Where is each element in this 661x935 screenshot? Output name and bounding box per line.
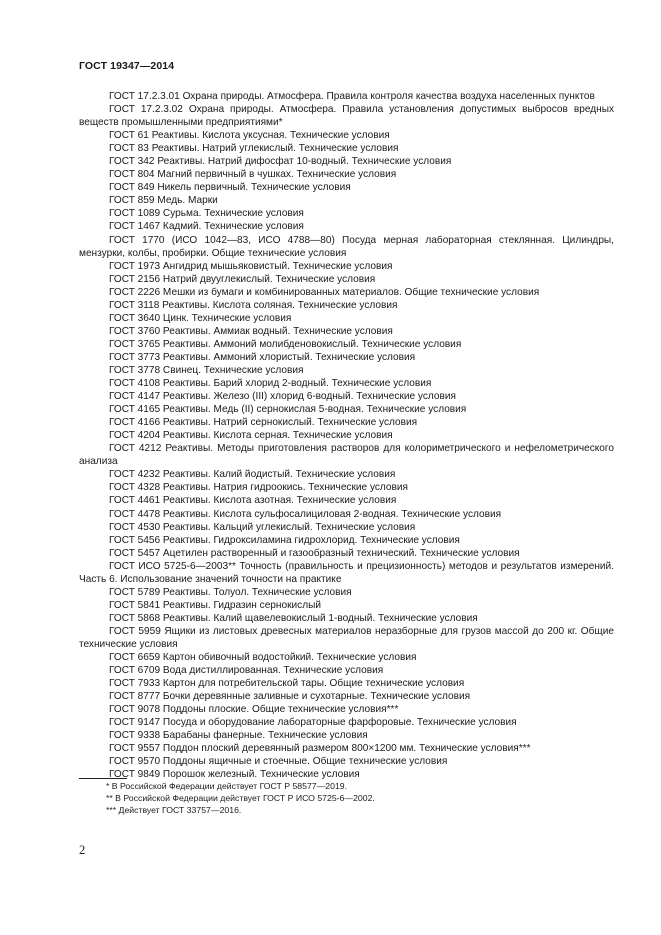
reference-item: ГОСТ 4166 Реактивы. Натрий сернокислый. Технические условия: [109, 417, 418, 429]
reference-item: ГОСТ 9147 Посуда и оборудование лабораторные фарфоровые. Технические условия: [109, 717, 517, 729]
reference-item: ГОСТ 2156 Натрий двууглекислый. Технические условия: [109, 273, 376, 285]
reference-item: ГОСТ 342 Реактивы. Натрий дифосфат 10-водный. Технические условия: [109, 156, 452, 168]
reference-item: ГОСТ 17.2.3.02 Охрана природы. Атмосфера. Правила установления допустимых выбросов вредных веществ промышленными предприятиями*: [79, 104, 614, 129]
reference-item: ГОСТ 4328 Реактивы. Натрия гидроокись. Технические условия: [109, 482, 409, 494]
reference-item: ГОСТ 6659 Картон обивочный водостойкий. Технические условия: [109, 652, 417, 664]
reference-item: ГОСТ 5456 Реактивы. Гидроксиламина гидрохлорид. Технические условия: [109, 534, 460, 546]
footnote: *** Действует ГОСТ 33757—2016.: [106, 805, 242, 815]
reference-item: ГОСТ 4212 Реактивы. Методы приготовления растворов для колориметрического и нефелометрического анализа: [79, 443, 614, 468]
reference-item: ГОСТ 4147 Реактивы. Железо (III) хлорид 6-водный. Технические условия: [109, 391, 456, 403]
reference-item: ГОСТ 1973 Ангидрид мышьяковистый. Технические условия: [109, 260, 393, 272]
reference-item: ГОСТ 804 Магний первичный в чушках. Технические условия: [109, 169, 397, 181]
reference-item: ГОСТ 9078 Поддоны плоские. Общие технические условия***: [109, 704, 399, 716]
reference-item: ГОСТ 849 Никель первичный. Технические условия: [109, 182, 351, 194]
reference-item: ГОСТ 3760 Реактивы. Аммиак водный. Технические условия: [109, 325, 393, 337]
reference-item: ГОСТ 7933 Картон для потребительской тары. Общие технические условия: [109, 678, 465, 690]
reference-item: ГОСТ 859 Медь. Марки: [109, 195, 218, 207]
reference-item: ГОСТ 4232 Реактивы. Калий йодистый. Технические условия: [109, 469, 396, 481]
reference-item: ГОСТ 61 Реактивы. Кислота уксусная. Технические условия: [109, 130, 390, 142]
page-number: 2: [79, 843, 86, 857]
reference-item: ГОСТ 5868 Реактивы. Калий щавелевокислый 1-водный. Технические условия: [109, 612, 478, 624]
reference-item: ГОСТ 5789 Реактивы. Толуол. Технические условия: [109, 586, 352, 598]
reference-item: ГОСТ 4108 Реактивы. Барий хлорид 2-водный. Технические условия: [109, 378, 432, 390]
reference-item: ГОСТ 5959 Ящики из листовых древесных материалов неразборные для грузов массой до 200 кг. Общие технические условия: [79, 625, 614, 650]
reference-item: ГОСТ 5457 Ацетилен растворенный и газообразный технический. Технические условия: [109, 547, 520, 559]
reference-item: ГОСТ 9338 Барабаны фанерные. Технические условия: [109, 730, 368, 742]
reference-item: ГОСТ ИСО 5725-6—2003** Точность (правильность и прецизионность) методов и результатов измерений. Часть 6. Использование значений точности на практике: [79, 560, 614, 585]
reference-item: ГОСТ 8777 Бочки деревянные заливные и сухотарные. Технические условия: [109, 691, 471, 703]
reference-item: ГОСТ 17.2.3.01 Охрана природы. Атмосфера. Правила контроля качества воздуха населенных пунктов: [109, 91, 595, 102]
reference-item: ГОСТ 3640 Цинк. Технические условия: [109, 312, 292, 324]
reference-item: ГОСТ 1770 (ИСО 1042—83, ИСО 4788—80) Посуда мерная лабораторная стеклянная. Цилиндры, мензурки, колбы, пробирки. Общие технические условия: [79, 234, 614, 259]
reference-item: ГОСТ 3118 Реактивы. Кислота соляная. Технические условия: [109, 299, 398, 311]
reference-item: ГОСТ 4478 Реактивы. Кислота сульфосалициловая 2-водная. Технические условия: [109, 508, 502, 520]
reference-item: ГОСТ 2226 Мешки из бумаги и комбинированных материалов. Общие технические условия: [109, 286, 540, 298]
reference-item: ГОСТ 1089 Сурьма. Технические условия: [109, 208, 304, 220]
reference-item: ГОСТ 5841 Реактивы. Гидразин сернокислый: [109, 599, 321, 611]
document-header: ГОСТ 19347—2014: [79, 60, 175, 72]
reference-item: ГОСТ 4530 Реактивы. Кальций углекислый. Технические условия: [109, 521, 416, 533]
reference-item: ГОСТ 6709 Вода дистиллированная. Технические условия: [109, 665, 384, 677]
footnote: ** В Российской Федерации действует ГОСТ Р ИСО 5725-6—2002.: [106, 793, 375, 803]
reference-item: ГОСТ 4204 Реактивы. Кислота серная. Технические условия: [109, 430, 393, 442]
reference-item: ГОСТ 3773 Реактивы. Аммоний хлористый. Технические условия: [109, 351, 416, 363]
reference-item: ГОСТ 9557 Поддон плоский деревянный размером 800×1200 мм. Технические условия***: [109, 743, 531, 755]
footnotes: [79, 778, 614, 816]
footnote-separator: [79, 778, 127, 779]
reference-item: ГОСТ 4165 Реактивы. Медь (II) сернокислая 5-водная. Технические условия: [109, 404, 467, 416]
reference-item: ГОСТ 9570 Поддоны ящичные и стоечные. Общие технические условия: [109, 756, 448, 768]
reference-item: ГОСТ 1467 Кадмий. Технические условия: [109, 221, 304, 233]
reference-item: ГОСТ 3765 Реактивы. Аммоний молибденовокислый. Технические условия: [109, 338, 462, 350]
reference-item: ГОСТ 83 Реактивы. Натрий углекислый. Технические условия: [109, 143, 399, 155]
reference-item: ГОСТ 9849 Порошок железный. Технические условия: [109, 769, 360, 781]
footnote: * В Российской Федерации действует ГОСТ Р 58577—2019.: [106, 781, 348, 791]
reference-item: ГОСТ 4461 Реактивы. Кислота азотная. Технические условия: [109, 495, 397, 507]
reference-item: ГОСТ 3778 Свинец. Технические условия: [109, 364, 304, 376]
normative-references-list: [79, 90, 614, 781]
